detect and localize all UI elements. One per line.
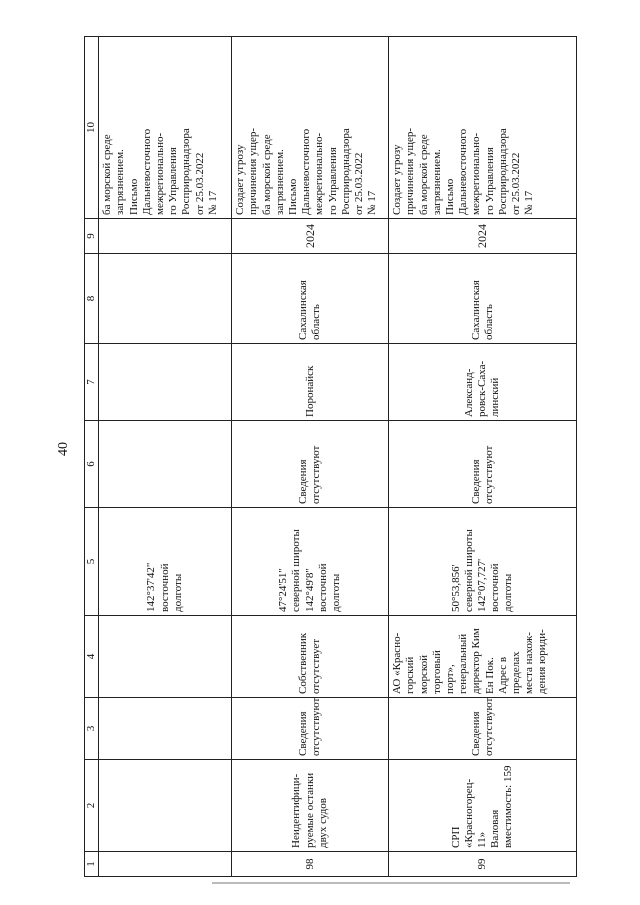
cell-year: 2024 [389, 219, 577, 254]
cell-object-name: Неидентифици- руемые останки двух судов [232, 760, 389, 852]
registry-table [84, 36, 577, 877]
column-number: 3 [85, 698, 99, 760]
column-number: 4 [85, 616, 99, 698]
cell-year [99, 219, 232, 254]
cell-number: 99 [389, 852, 577, 877]
cell-vessel-data [99, 698, 232, 760]
cell-info [99, 421, 232, 508]
cell-region: Сахалинская область [232, 254, 389, 344]
cell-info: Сведения отсутствуют [389, 421, 577, 508]
rotated-table-container [84, 37, 576, 877]
cell-object-name: СРП «Красногорец- 11» Валовая вместимость: 159 [389, 760, 577, 852]
cell-owner: АО «Красно- горский морской торговый порт», генеральный директор Ким Ен Пок. Адрес в пределах места нахож- дения юриди- [389, 616, 577, 698]
cell-owner [99, 616, 232, 698]
column-number-row [85, 37, 99, 877]
column-number: 2 [85, 760, 99, 852]
cell-region: Сахалинская область [389, 254, 577, 344]
cell-coordinates: 142°37'42" восточной долготы [99, 508, 232, 616]
table-row-continuation [99, 37, 232, 877]
cell-justification: Создает угрозу причинения ущер- ба морской среде загрязнением. Письмо Дальневосточного межрегионально- го Управления Росприроднадзора от 25.03.2022 № 17 [232, 37, 389, 219]
cell-coordinates: 47°24'51" северной широты 142°49'8" восточной долготы [232, 508, 389, 616]
table-row-98 [232, 37, 389, 877]
cell-locality: Поронайск [232, 344, 389, 421]
cell-locality: Александ- ровск-Саха- линский [389, 344, 577, 421]
cell-number: 98 [232, 852, 389, 877]
cell-vessel-data: Сведения отсутствуют [389, 698, 577, 760]
column-number: 8 [85, 254, 99, 344]
column-number: 7 [85, 344, 99, 421]
cell-year: 2024 [232, 219, 389, 254]
cell-region [99, 254, 232, 344]
cell-vessel-data: Сведения отсутствуют [232, 698, 389, 760]
column-number: 9 [85, 219, 99, 254]
column-number: 6 [85, 421, 99, 508]
cell-number [99, 852, 232, 877]
cell-coordinates: 50°53,856' северной широты 142°07,727' восточной долготы [389, 508, 577, 616]
cell-justification: Создает угрозу причинения ущер- ба морской среде загрязнением. Письмо Дальневосточного межрегионально- го Управления Росприроднадзора от 25.03.2022 № 17 [389, 37, 577, 219]
scan-artifact-line [212, 882, 570, 884]
column-number: 5 [85, 508, 99, 616]
column-number: 1 [85, 852, 99, 877]
cell-object-name [99, 760, 232, 852]
cell-locality [99, 344, 232, 421]
column-number: 10 [85, 37, 99, 219]
cell-info: Сведения отсутствуют [232, 421, 389, 508]
cell-owner: Собственник отсутствует [232, 616, 389, 698]
page-number: 40 [56, 442, 71, 456]
table-row-99 [389, 37, 577, 877]
cell-justification: ба морской среде загрязнением. Письмо Дальневосточного межрегионально- го Управления Росприроднадзора от 25.03.2022 № 17 [99, 37, 232, 219]
